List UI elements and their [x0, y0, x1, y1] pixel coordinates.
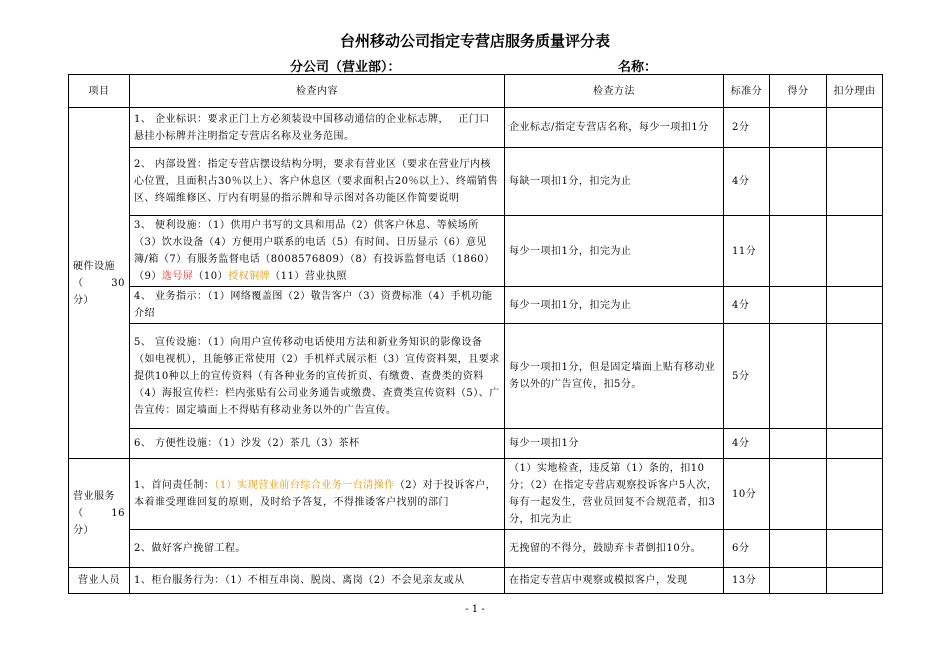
header-standard: 标准分 [724, 75, 770, 108]
standard-points: 5分 [724, 324, 770, 429]
score-table [68, 74, 883, 594]
standard-points: 11分 [724, 216, 770, 287]
reason-cell[interactable] [827, 216, 883, 287]
category-hardware: 硬件设施 （ 30 分） [69, 108, 130, 459]
highlight-orange-text: 授权铜牌 [228, 271, 271, 282]
check-content: 1、 企业标识：要求正门上方必须装设中国移动通信的企业标志牌， 正门口悬挂小标牌并注明指定专营店名称及业务范围。 [130, 108, 505, 148]
check-method: （1）实地检查，违反第（1）条的，扣10分；（2）在指定专营店观察投诉客户5人次，每有一起发生，营业员回复不合规范者，扣3分，扣完为止 [505, 459, 724, 530]
reason-cell[interactable] [827, 108, 883, 148]
branch-label: 分公司（营业部）： [290, 60, 401, 75]
reason-cell[interactable] [827, 148, 883, 216]
table-row [69, 216, 883, 287]
check-content: 2、 内部设置：指定专营店摆设结构分明，要求有营业区（要求在营业厅内核心位置，且面积占30％以上）、客户休息区（要求面积占20％以上）、终端销售区、终端维修区、厅内有明显的指示牌和导示图对各功能区作简要说明 [130, 148, 505, 216]
header-content: 检查内容 [130, 75, 505, 108]
category-points: （ 16 [73, 507, 125, 519]
score-cell[interactable] [770, 216, 827, 287]
check-method: 每少一项扣1分，扣完为止 [505, 287, 724, 324]
standard-points: 2分 [724, 108, 770, 148]
subtitle-line [0, 56, 950, 74]
page-number: - 1 - [465, 604, 485, 615]
score-cell[interactable] [770, 429, 827, 459]
score-cell[interactable] [770, 530, 827, 568]
standard-points: 13分 [724, 568, 770, 594]
header-item: 项目 [69, 75, 130, 108]
score-cell[interactable] [770, 108, 827, 148]
standard-points: 10分 [724, 459, 770, 530]
score-cell[interactable] [770, 148, 827, 216]
check-method: 每少一项扣1分，扣完为止 [505, 216, 724, 287]
check-method: 在指定专营店中观察或模拟客户，发现 [505, 568, 724, 594]
table-row [69, 324, 883, 429]
highlight-orange-text: （1）实现营业前台综合业务一台清操作 [214, 480, 395, 491]
table-row [69, 459, 883, 530]
document-title: 台州移动公司指定专营店服务质量评分表 [339, 32, 610, 50]
standard-points: 6分 [724, 530, 770, 568]
header-row [69, 75, 883, 108]
category-points: （ 30 [73, 277, 125, 289]
category-service: 营业服务 （ 16 分） [69, 459, 130, 568]
check-method: 无挽留的不得分，鼓励弃卡者倒扣10分。 [505, 530, 724, 568]
header-score: 得分 [770, 75, 827, 108]
table-row [69, 108, 883, 148]
table-row [69, 148, 883, 216]
check-content: 4、 业务指示：（1）网络覆盖图（2）敬告客户（3）资费标准（4）手机功能介绍 [130, 287, 505, 324]
check-content: 6、 方便性设施：（1）沙发（2）茶几（3）茶杯 [130, 429, 505, 459]
check-method: 每缺一项扣1分，扣完为止 [505, 148, 724, 216]
table-row [69, 287, 883, 324]
table-row [69, 429, 883, 459]
score-cell[interactable] [770, 568, 827, 594]
category-staff: 营业人员 [69, 568, 130, 594]
standard-points: 4分 [724, 287, 770, 324]
highlight-red-text: 选号屏 [161, 271, 194, 282]
table-row [69, 530, 883, 568]
store-name-label: 名称： [618, 60, 658, 75]
reason-cell[interactable] [827, 459, 883, 530]
reason-cell[interactable] [827, 429, 883, 459]
reason-cell[interactable] [827, 324, 883, 429]
check-method: 企业标志/指定专营店名称，每少一项扣1分 [505, 108, 724, 148]
check-content: 2、做好客户挽留工程。 [130, 530, 505, 568]
standard-points: 4分 [724, 148, 770, 216]
reason-cell[interactable] [827, 568, 883, 594]
table-row [69, 568, 883, 594]
header-method: 检查方法 [505, 75, 724, 108]
check-method: 每少一项扣1分 [505, 429, 724, 459]
header-deduction-reason: 扣分理由 [827, 75, 883, 108]
score-cell[interactable] [770, 324, 827, 429]
score-cell[interactable] [770, 459, 827, 530]
check-content: 5、 宣传设施：（1）向用户宣传移动电话使用方法和新业务知识的影像设备（如电视机），且能够正常使用（2）手机样式展示柜（3）宣传资料架，且要求提供10种以上的宣传资料（有各种业务的宣传折页、有缴费、查费类的资料（4）海报宣传栏：栏内张贴有公司业务通告或缴费、查费类宣传资料（5）、广告宣传：固定墙面上不得贴有移动业务以外的广告宣传。 [130, 324, 505, 429]
score-cell[interactable] [770, 287, 827, 324]
check-method: 每少一项扣1分，但是固定墙面上贴有移动业务以外的广告宣传，扣5分。 [505, 324, 724, 429]
check-content: 1、首问责任制：（1）实现营业前台综合业务一台清操作（2）对于投诉客户，本着谁受理谁回复的原则，及时给予答复，不得推诿客户找别的部门 [130, 459, 505, 530]
reason-cell[interactable] [827, 287, 883, 324]
category-label: 营业服务 [73, 490, 115, 502]
reason-cell[interactable] [827, 530, 883, 568]
check-content: 3、 便利设施：（1）供用户书写的文具和用品（2）供客户休息、等候场所（3）饮水设备（4）方便用户联系的电话（5）有时间、日历显示（6）意见簿/箱（7）有服务监督电话（8008576809）（8）有投诉监督电话（1860）（9）选号屏（10）授权铜牌（11）营业执照 [130, 216, 505, 287]
standard-points: 4分 [724, 429, 770, 459]
category-label: 硬件设施 [73, 260, 115, 272]
check-content: 1、柜台服务行为：（1）不相互串岗、脱岗、离岗（2）不会见亲友或从 [130, 568, 505, 594]
